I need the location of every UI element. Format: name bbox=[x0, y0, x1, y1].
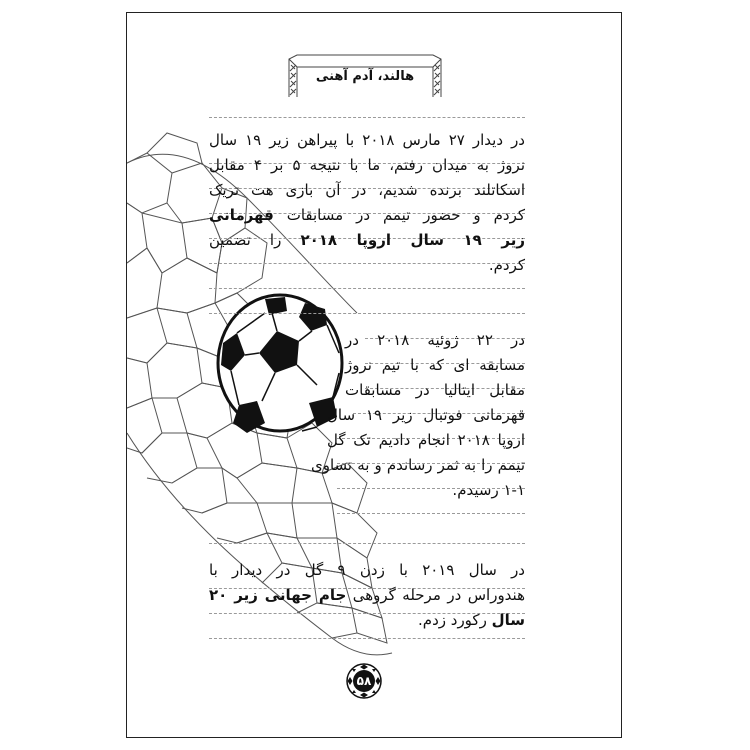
chapter-title-box bbox=[289, 55, 441, 97]
ruled-line bbox=[209, 117, 525, 118]
paragraph-1-line-1: در دیدار ۲۷ مارس ۲۰۱۸ با پیراهن زیر ۱۹ سال bbox=[209, 131, 525, 149]
ruled-line bbox=[337, 513, 525, 514]
ruled-line bbox=[209, 288, 525, 289]
paragraph-2-line-5: اروپا ۲۰۱۸ انجام دادیم تک گل bbox=[327, 431, 525, 449]
paragraph-3-line-1: در سال ۲۰۱۹ با زدن ۹ گل در دیدار با bbox=[209, 561, 525, 579]
paragraph-1-line-3: اسکاتلند برنده شدیم، در آن بازی هت تریک bbox=[209, 181, 525, 199]
ruled-line bbox=[209, 543, 525, 544]
paragraph-2-line-3: مقابل ایتالیا در مسابقات bbox=[345, 381, 525, 399]
paragraph-2-line-7: ۱-۱ رسیدم. bbox=[452, 481, 525, 499]
paragraph-1-line-2: نروژ به میدان رفتم، ما با نتیجه ۵ بر ۴ مقابل bbox=[209, 156, 525, 174]
soccer-ball bbox=[218, 295, 342, 433]
paragraph-2-line-1: در ۲۲ ژوئیه ۲۰۱۸ در bbox=[345, 331, 525, 349]
ruled-line bbox=[209, 313, 525, 314]
paragraph-3-line-2: هندوراس در مرحله گروهی جام جهانی زیر ۲۰ bbox=[209, 586, 525, 604]
paragraph-1-line-4: کردم و حضور تیمم در مسابقات قهرمانی bbox=[209, 206, 525, 224]
paragraph-1-line-5: زیر ۱۹ سال اروپا ۲۰۱۸ را تضمین bbox=[209, 231, 526, 249]
page-number-badge bbox=[346, 663, 382, 699]
paragraph-3-line-3: سال رکورد زدم. bbox=[418, 611, 525, 629]
book-page bbox=[126, 12, 622, 738]
football-net-illustration bbox=[127, 13, 622, 738]
paragraph-2-line-6: تیمم را به ثمر رساندم و به تساوی bbox=[311, 456, 525, 474]
paragraph-1-line-6: کردم. bbox=[488, 256, 525, 274]
chapter-title: هالند، آدم آهنی bbox=[315, 68, 415, 84]
paragraph-2-line-2: مسابقه ای که با تیم نروژ bbox=[345, 356, 525, 374]
paragraph-2-line-4: قهرمانی فوتبال زیر ۱۹ سال bbox=[327, 406, 525, 424]
ruled-line bbox=[209, 638, 525, 639]
page-number: ۵۸ bbox=[356, 674, 372, 688]
